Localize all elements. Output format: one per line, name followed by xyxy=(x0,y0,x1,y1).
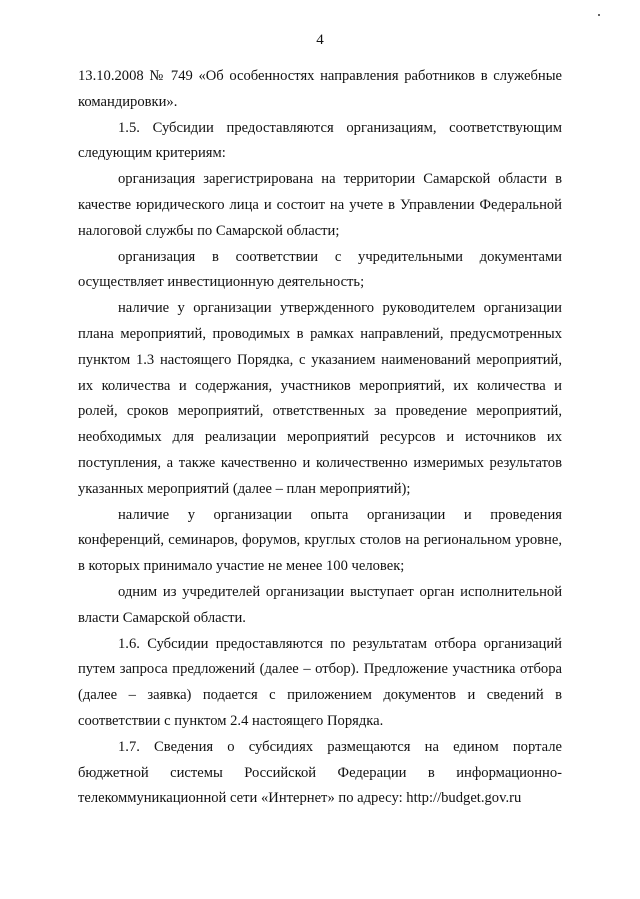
criterion-plan: наличие у организации утвержденного руководителем организации плана мероприятий, проводимых в рамках направлений, предусмотренных пунктом 1.3 настоящего Порядка, с указанием наименований мероприятий, их количества и содержания, участников мероприятий, их количества и ролей, сроков мероприятий, ответственных за проведение мероприятий, необходимых для реализации мероприятий ресурсов и источников их поступления, а также качественно и количественно измеримых результатов указанных мероприятий (далее – план мероприятий); xyxy=(78,300,562,497)
criterion-experience: наличие у организации опыта организации и проведения конференций, семинаров, форумов, круглых столов на региональном уровне, в которых принимало участие не менее 100 человек; xyxy=(78,506,562,575)
paragraph-1-6: 1.6. Субсидии предоставляются по результатам отбора организаций путем запроса предложений (далее – отбор). Предложение участника отбора (далее – заявка) подается с приложением документов и сведений в соответствии с пунктом 2.4 настоящего Порядка. xyxy=(78,635,562,729)
document-body xyxy=(78,64,562,812)
page-number: 4 xyxy=(316,32,324,48)
scan-speck xyxy=(598,14,600,16)
criterion-investment: организация в соответствии с учредительными документами осуществляет инвестиционную деятельность; xyxy=(78,248,562,291)
paragraph-1-5: 1.5. Субсидии предоставляются организациям, соответствующим следующим критериям: xyxy=(78,119,562,162)
criterion-founder: одним из учредителей организации выступает орган исполнительной власти Самарской области. xyxy=(78,583,562,626)
paragraph-continuation: 13.10.2008 № 749 «Об особенностях направления работников в служебные командировки». xyxy=(78,68,562,110)
criterion-registration: организация зарегистрирована на территории Самарской области в качестве юридического лица и состоит на учете в Управлении Федеральной налоговой службы по Самарской области; xyxy=(78,171,562,239)
paragraph-1-7: 1.7. Сведения о субсидиях размещаются на едином портале бюджетной системы Российской Федерации в информационно-телекоммуникационной сети «Интернет» по адресу: http://budget.gov.ru xyxy=(78,738,562,807)
